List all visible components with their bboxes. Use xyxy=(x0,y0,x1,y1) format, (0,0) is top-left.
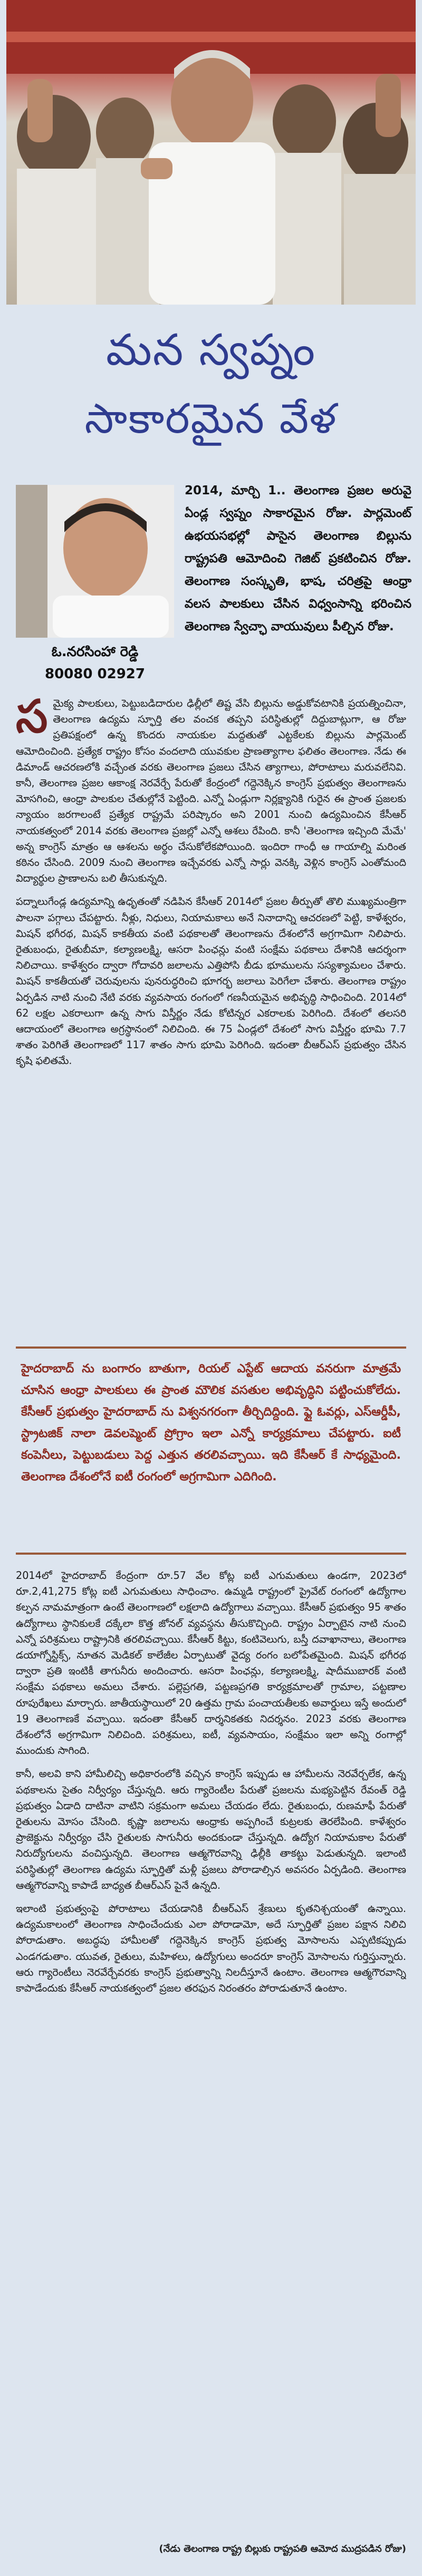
author-phone: 80080 02927 xyxy=(45,666,145,682)
crowd-photo-illustration xyxy=(6,0,416,305)
intro-paragraph: 2014, మార్చి 1.. తెలంగాణ ప్రజల అరువై ఏండ్ల స్వప్నం సాకారమైన రోజు. పార్లమెంట్ ఉభయసభల్లో పాసైన తెలంగాణ బిల్లును రాష్ట్రపతి ఆమోదించి గెజిట్ ప్రకటించిన రోజు. తెలంగాణ సంస్కృతి, భాష, చరిత్రపై ఆంధ్రా వలస పాలకులు చేసిన విధ్వంసాన్ని భరించిన తెలంగాణ స్వేచ్ఛా వాయువులు పీల్చిన రోజు. xyxy=(185,484,411,633)
pull-quote-text: హైదరాబాద్ ను బంగారం బాతుగా, రియల్ ఎస్టేట్ ఆదాయ వనరుగా మాత్రమే చూసిన ఆంధ్రా పాలకులు ఈ ప్రాంత మౌలిక వసతుల అభివృద్ధిని పట్టించుకోలేదు. కేసీఆర్ ప్రభుత్వం హైదరాబాద్ ను విశ్వనగరంగా తీర్చిదిద్దింది. ఫ్లై ఓవర్లు, ఎస్ఆర్డీపీ, స్ట్రాటజిక్ నాలా డెవలప్మెంట్ ప్రోగ్రాం ఇలా ఎన్నో కార్యక్రమాలు చేపట్టారు. ఐటీ కంపెనీలు, పెట్టుబడులు పెద్ద ఎత్తున తరలివచ్చాయి. ఇది కేసీఆర్ కే సాధ్యమైంది. తెలంగాణ దేశంలోనే ఐటీ రంగంలో అగ్రగామిగా ఎదిగింది. xyxy=(21,1362,401,1484)
body-paragraph-1: సమైక్య పాలకులు, పెట్టుబడిదారుల ఢిల్లీలో తిష్ట వేసి బిల్లును అడ్డుకోవటానికి ప్రయత్నించినా, తెలంగాణ ఉద్యమ స్ఫూర్తి తల వంచక తప్పని పరిస్థితుల్లో దిద్దుబాట్లుగా, ఆ రోజు ప్రతిపక్షంలో ఉన్న కొందరు నాయకుల మద్దతుతో ఎట్టకేలకు బిల్లును పార్లమెంట్ ఆమోదించింది. ప్రత్యేక రాష్ట్రం కోసం వందలాది యువకుల ప్రాణత్యాగాల ఫలితం తెలంగాణ. నేడు ఈ డిమాండ్ ఆచరణలోకి వచ్చేంత వరకు తెలంగాణ ప్రజలు చేసిన త్యాగాలు, పోరాటాలు మరువలేనివి. కానీ, తెలంగాణ ప్రజల ఆకాంక్ష నెరవేర్చే పేరుతో కేంద్రంలో గద్దెనెక్కిన కాంగ్రెస్ ప్రభుత్వం తెలంగాణను మోసగించి, ఆంధ్రా పాలకుల చేతుల్లోనే పెట్టింది. ఎన్నో ఏండ్లుగా నిర్లక్ష్యానికి గురైన ఈ ప్రాంత ప్రజలకు న్యాయం జరగాలంటే ప్రత్యేక రాష్ట్రమే పరిష్కారం అని 2001 నుంచి ఉద్యమించిన కేసీఆర్ నాయకత్వంలో 2014 వరకు తెలంగాణ ప్రజల్లో ఎన్నో ఆశలు రేపింది. కానీ 'తెలంగాణ ఇచ్చింది మేమే' అన్న కాంగ్రెస్ మాత్రం ఆ ఆశలను అర్థం చేసుకోలేకపోయింది. ఇందిరా గాంధీ ఆ గాయాల్ని మరింత కఠినం చేసింది. 2009 నుంచి తెలంగాణ ఇచ్చేవరకు ఎన్నో సార్లు వెనక్కి వెళ్లిన కాంగ్రెస్ ఎంతోమంది విద్యార్థుల ప్రాణాలను బలి తీసుకున్నది. xyxy=(16,696,406,885)
article-caption: (నేడు తెలంగాణ రాష్ట్ర బిల్లుకు రాష్ట్రపతి ఆమోద ముద్రపడిన రోజు) xyxy=(159,2543,406,2554)
pull-quote xyxy=(16,1346,406,1555)
author-name: ఓ.నరసింహా రెడ్డి xyxy=(51,644,139,660)
body-paragraph-2: పద్నాలుగేండ్ల ఉద్యమాన్ని ఉధృతంతో నడిపిన కేసీఆర్ 2014లో ప్రజల తీర్పుతో తొలి ముఖ్యమంత్రిగా పాలనా పగ్గాలు చేపట్టారు. నీళ్లు, నిధులు, నియామకాలు అనే నినాదాన్ని ఆచరణలో పెట్టి, కాళేశ్వరం, మిషన్ భగీరథ, మిషన్ కాకతీయ వంటి పథకాలతో తెలంగాణను దేశంలోనే అగ్రగామిగా నిలిపారు. రైతుబంధు, రైతుబీమా, కల్యాణలక్ష్మి, ఆసరా పింఛన్లు వంటి సంక్షేమ పథకాలు దేశానికి ఆదర్శంగా నిలిచాయి. కాళేశ్వరం ద్వారా గోదావరి జలాలను ఎత్తిపోసి బీడు భూములను సస్యశ్యామలం చేశారు. మిషన్ కాకతీయతో చెరువులను పునరుద్ధరించి భూగర్భ జలాలు పెరిగేలా చేశారు. తెలంగాణ రాష్ట్రం ఏర్పడిన నాటి నుంచి నేటి వరకు వ్యవసాయ రంగంలో గణనీయమైన అభివృద్ధి సాధించింది. 2014లో 62 లక్షల ఎకరాలుగా ఉన్న సాగు విస్తీర్ణం నేడు కోటిన్నర ఎకరాలకు పెరిగింది. దేశంలో తలసరి ఆదాయంలో తెలంగాణ అగ్రస్థానంలో నిలిచింది. ఈ 75 ఏండ్లలో దేశంలో సాగు విస్తీర్ణం భూమి 7.7 శాతం పెరిగితే తెలంగాణలో 117 శాతం సాగు భూమి పెరిగింది. ఇదంతా బీఆర్ఎస్ ప్రభుత్వం చేసిన కృషి ఫలితమే. xyxy=(16,895,406,1067)
article-body-part-2 xyxy=(16,1568,406,2538)
body-paragraph-4: కానీ, అలవి కాని హామీలిచ్చి అధికారంలోకి వచ్చిన కాంగ్రెస్ ఇప్పుడు ఆ హామీలను నెరవేర్చలేక, ఉన్న పథకాలను సైతం నిర్వీర్యం చేస్తున్నది. ఆరు గ్యారెంటీల పేరుతో ప్రజలను మభ్యపెట్టిన రేవంత్ రెడ్డి ప్రభుత్వం ఏడాది దాటినా వాటిని సక్రమంగా అమలు చేయడం లేదు. రైతుబంధు, రుణమాఫీ పేరుతో రైతులను మోసం చేసింది. కృష్ణా జలాలను ఆంధ్రాకు అప్పగించే కుట్రలకు తెరలేపింది. కాళేశ్వరం ప్రాజెక్టును నిర్వీర్యం చేసి రైతులకు సాగునీరు అందకుండా చేస్తున్నది. ఉద్యోగ నియామకాల పేరుతో నిరుద్యోగులను వంచిస్తున్నది. తెలంగాణ ఆత్మగౌరవాన్ని ఢిల్లీకి తాకట్టు పెడుతున్నది. ఇలాంటి పరిస్థితుల్లో తెలంగాణ ఉద్యమ స్ఫూర్తితో మళ్లీ ప్రజలు పోరాడాల్సిన అవసరం ఏర్పడింది. తెలంగాణ ఆత్మగౌరవాన్ని కాపాడే బాధ్యత బీఆర్ఎస్ పైనే ఉన్నది. xyxy=(16,1768,406,1891)
dropcap: స xyxy=(16,696,48,743)
article-body-part-1 xyxy=(16,696,406,1341)
author-photo xyxy=(16,485,174,638)
body-paragraph-5: ఇలాంటి ప్రభుత్వంపై పోరాటాలు చేయడానికి బీఆర్ఎస్ శ్రేణులు కృతనిశ్చయంతో ఉన్నాయి. ఉద్యమకాలంలో తెలంగాణ సాధించేందుకు ఎలా పోరాడామో, అదే స్ఫూర్తితో ప్రజల పక్షాన నిలిచి పోరాడుతాం. అబద్ధపు హామీలతో గద్దెనెక్కిన కాంగ్రెస్ ప్రభుత్వ మోసాలను ఎప్పటికప్పుడు ఎండగడుతాం. యువత, రైతులు, మహిళలు, ఉద్యోగులు అందరూ కాంగ్రెస్ మోసాలను గుర్తిస్తున్నారు. ఆరు గ్యారెంటీలు నెరవేర్చేవరకు కాంగ్రెస్ ప్రభుత్వాన్ని నిలదీస్తూనే ఉంటాం. తెలంగాణ ఆత్మగౌరవాన్ని కాపాడేందుకు కేసీఆర్ నాయకత్వంలో ప్రజల తరఫున నిరంతరం పోరాడుతూనే ఉంటాం. xyxy=(16,1902,406,1995)
headline xyxy=(6,316,416,464)
author-portrait-illustration xyxy=(16,485,174,638)
lead-photo xyxy=(6,0,416,305)
headline-line-1: మన స్వప్నం xyxy=(106,325,316,375)
headline-line-2: సాకారమైన వేళ xyxy=(84,395,338,443)
body-paragraph-3: 2014లో హైదరాబాద్ కేంద్రంగా రూ.57 వేల కోట్ల ఐటీ ఎగుమతులు ఉండగా, 2023లో రూ.2,41,275 కోట్ల ఐటీ ఎగుమతులు సాధించాం. ఉమ్మడి రాష్ట్రంలో ప్రైవేట్ రంగంలో ఉద్యోగాల కల్పన నామమాత్రంగా ఉంటే తెలంగాణలో లక్షలాది ఉద్యోగాలు వచ్చాయి. కేసీఆర్ ప్రభుత్వం 95 శాతం ఉద్యోగాలు స్థానికులకే దక్కేలా కొత్త జోనల్ వ్యవస్థను తీసుకొచ్చింది. రాష్ట్రం ఏర్పాటైన నాటి నుంచి ఎన్నో పరిశ్రమలు రాష్ట్రానికి తరలివచ్చాయి. కేసీఆర్ కిట్టు, కంటివెలుగు, బస్తీ దవాఖానాలు, తెలంగాణ డయాగ్నోస్టిక్స్, నూతన మెడికల్ కాలేజీల ఏర్పాటుతో వైద్య రంగం బలోపేతమైంది. మిషన్ భగీరథ ద్వారా ప్రతి ఇంటికీ తాగునీరు అందించారు. ఆసరా పింఛన్లు, కల్యాణలక్ష్మి, షాదీముబారక్ వంటి సంక్షేమ పథకాలు అమలు చేశారు. పల్లెప్రగతి, పట్టణప్రగతి కార్యక్రమాలతో గ్రామాల, పట్టణాల రూపురేఖలు మార్చారు. జాతీయస్థాయిలో 20 ఉత్తమ గ్రామ పంచాయతీలకు అవార్డులు ఇస్తే అందులో 19 తెలంగాణకే వచ్చాయి. ఇదంతా కేసీఆర్ దార్శనికతకు నిదర్శనం. 2023 వరకు తెలంగాణ దేశంలోనే అగ్రగామిగా నిలిచింది. పరిశ్రమలు, ఐటీ, వ్యవసాయం, సంక్షేమం ఇలా అన్ని రంగాల్లో ముందుకు సాగింది. xyxy=(16,1569,406,1757)
